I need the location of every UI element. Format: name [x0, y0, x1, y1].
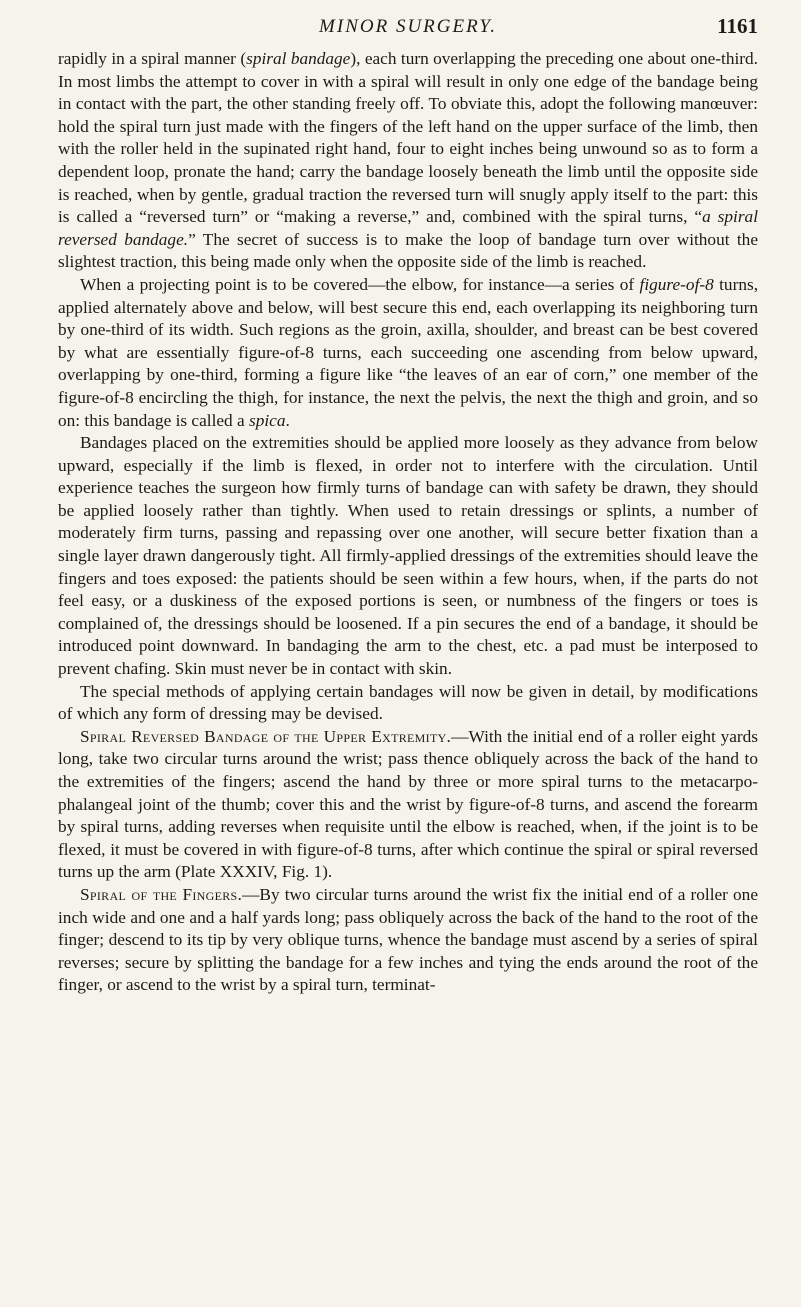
paragraph-special-methods: The special methods of applying certain bandages will now be given in detail, by modifications of which any form of dressing may be devised. [58, 681, 758, 724]
body-text [58, 48, 758, 997]
paragraph-upper-extremity: Spiral Reversed Bandage of the Upper Extremity.—With the initial end of a roller eight yards long, take two circular turns around the wrist; pass thence obliquely across the back of the hand to the extremities of the fingers; ascend the hand by three or more spiral turns to the metacarpo-phalangeal joint of the thumb; cover this and the wrist by figure-of-8 turns, and ascend the forearm by spiral turns, adding reverses when requisite until the elbow is reached, when, if the joint is to be flexed, it must be covered in with figure-of-8 turns, after which continue the spiral or spiral reversed turns up the arm (Plate XXXIV, Fig. 1). [58, 726, 759, 882]
section-heading-fingers: Spiral of the Fingers. [80, 884, 243, 904]
term-figure-of-8: figure-of-8 [639, 274, 714, 294]
term-spiral-bandage: spiral bandage [246, 49, 351, 68]
paragraph-spiral-bandage: rapidly in a spiral manner (spiral bandage), each turn overlapping the preceding one about one-third. In most limbs the attempt to cover in with a spiral will result in only one edge of the bandage being in contact with the part, the other standing freely off. To obviate this, adopt the following manœuver: hold the spiral turn just made with the fingers of the left hand on the upper surface of the limb, then with the roller held in the supinated right hand, four to eight inches being unwound so as to form a dependent loop, pronate the hand; carry the bandage loosely beneath the limb until the opposite side is reached, when by gentle, gradual traction the reversed turn will snugly apply itself to the part: this is called a “reversed turn” or “making a reverse,” and, combined with the spiral turns, “a spiral reversed bandage.” The secret of success is to make the loop of bandage turn over without the slightest traction, this being made only when the opposite side of the limb is reached. [58, 49, 759, 272]
paragraph-figure-of-8: When a projecting point is to be covered—the elbow, for instance—a series of figure-of-8 turns, applied alternately above and below, will best secure this end, each overlapping its neighboring turn by one-third of its width. Such regions as the groin, axilla, shoulder, and breast can be best covered by what are essentially figure-of-8 turns, each succeeding one ascending from below upward, overlapping by one-third, forming a figure like “the leaves of an ear of corn,” one member of the figure-of-8 encircling the thigh, for instance, the next the pelvis, the next the thigh and groin, and so on: this bandage is called a spica. [58, 274, 759, 430]
paragraph-extremities: Bandages placed on the extremities should be applied more loosely as they advance from below upward, especially if the limb is flexed, in order not to interfere with the circulation. Until experience teaches the surgeon how firmly turns of bandage can with safety be drawn, they should be applied loosely rather than tightly. When used to retain dressings or splints, a number of moderately firm turns, passing and repassing over one another, will secure better fixation than a single layer drawn dangerously tight. All firmly-applied dressings of the extremities should leave the fingers and toes exposed: the patients should be seen within a few hours, when, if the parts do not feel easy, or a duskiness of the exposed portions is seen, or numbness of the fingers or toes is complained of, the dressings should be loosened. If a pin secures the end of a bandage, it should be introduced point downward. In bandaging the arm to the chest, etc. a pad must be interposed to prevent chafing. Skin must never be in contact with skin. [58, 433, 758, 679]
page-number: 1161 [717, 14, 758, 38]
term-spica: spica [249, 410, 286, 430]
running-title: MINOR SURGERY. [319, 16, 497, 37]
section-heading-upper-extremity: Spiral Reversed Bandage of the Upper Extremity. [80, 726, 452, 746]
term-spiral-reversed-bandage: a spiral reversed bandage. [58, 207, 759, 249]
paragraph-fingers: Spiral of the Fingers.—By two circular turns around the wrist fix the initial end of a roller one inch wide and one and a half yards long; pass obliquely across the back of the hand to the root of the finger; descend to its tip by very oblique turns, whence the bandage must ascend by a series of spiral reverses; secure by splitting the bandage for a few inches and tying the ends around the root of the finger, or ascend to the wrist by a spiral turn, terminat- [58, 884, 758, 995]
running-head [58, 14, 758, 48]
